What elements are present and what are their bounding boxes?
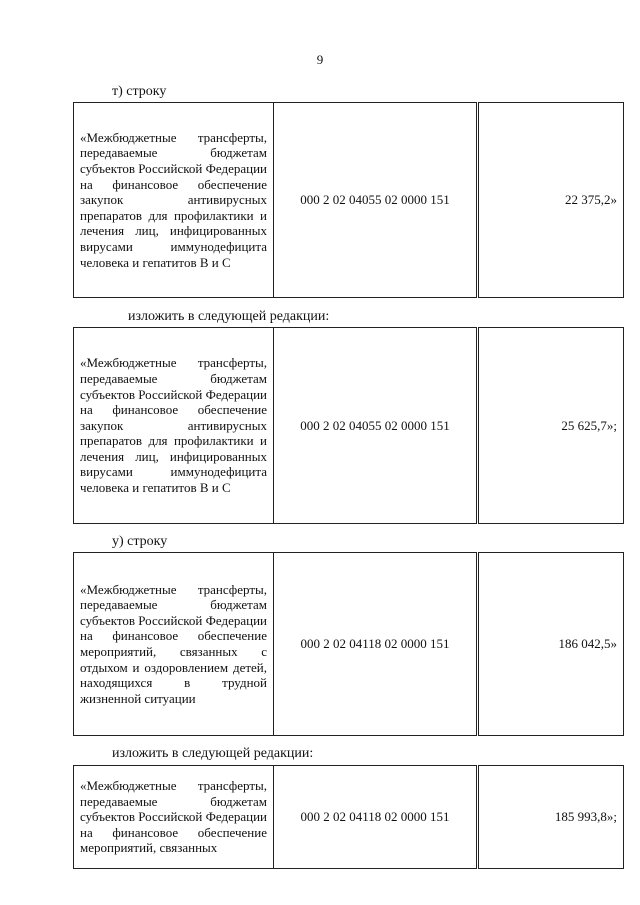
budget-row-table-t-old (73, 102, 624, 298)
section-intro-t: т) строку (112, 84, 167, 99)
row-budget-code: 000 2 02 04118 02 0000 151 (274, 553, 478, 736)
table-row (74, 103, 624, 298)
row-description: «Межбюджетные трансферты, передаваемые бюджетам субъектов Российской Федерации на финансовое обеспечение закупок антивирусных препаратов для профилактики и лечения лиц, инфицированных вирусами иммунодефицита человека и гепатитов В и С (74, 103, 274, 298)
budget-row-table-u-old (73, 552, 624, 736)
row-amount: 22 375,2» (478, 103, 624, 298)
row-budget-code: 000 2 02 04118 02 0000 151 (274, 766, 478, 869)
budget-row-table-t-new (73, 327, 624, 524)
row-description: «Межбюджетные трансферты, передаваемые бюджетам субъектов Российской Федерации на финансовое обеспечение мероприятий, связанных с отдыхом и оздоровлением детей, находящихся в трудной жизненной ситуации (74, 553, 274, 736)
table-row (74, 553, 624, 736)
table-row (74, 328, 624, 524)
budget-row-table-u-new (73, 765, 624, 869)
section-intro-u-new: изложить в следующей редакции: (112, 746, 314, 761)
row-amount: 185 993,8»; (478, 766, 624, 869)
row-budget-code: 000 2 02 04055 02 0000 151 (274, 328, 478, 524)
row-budget-code: 000 2 02 04055 02 0000 151 (274, 103, 478, 298)
row-description: «Межбюджетные трансферты, передаваемые бюджетам субъектов Российской Федерации на финансовое обеспечение мероприятий, связанных (74, 766, 274, 869)
row-amount: 186 042,5» (478, 553, 624, 736)
page-number: 9 (316, 52, 324, 67)
section-intro-u: у) строку (112, 534, 168, 549)
table-row (74, 766, 624, 869)
section-intro-t-new: изложить в следующей редакции: (128, 309, 330, 324)
row-amount: 25 625,7»; (478, 328, 624, 524)
row-description: «Межбюджетные трансферты, передаваемые бюджетам субъектов Российской Федерации на финансовое обеспечение закупок антивирусных препаратов для профилактики и лечения лиц, инфицированных вирусами иммунодефицита человека и гепатитов В и С (74, 328, 274, 524)
